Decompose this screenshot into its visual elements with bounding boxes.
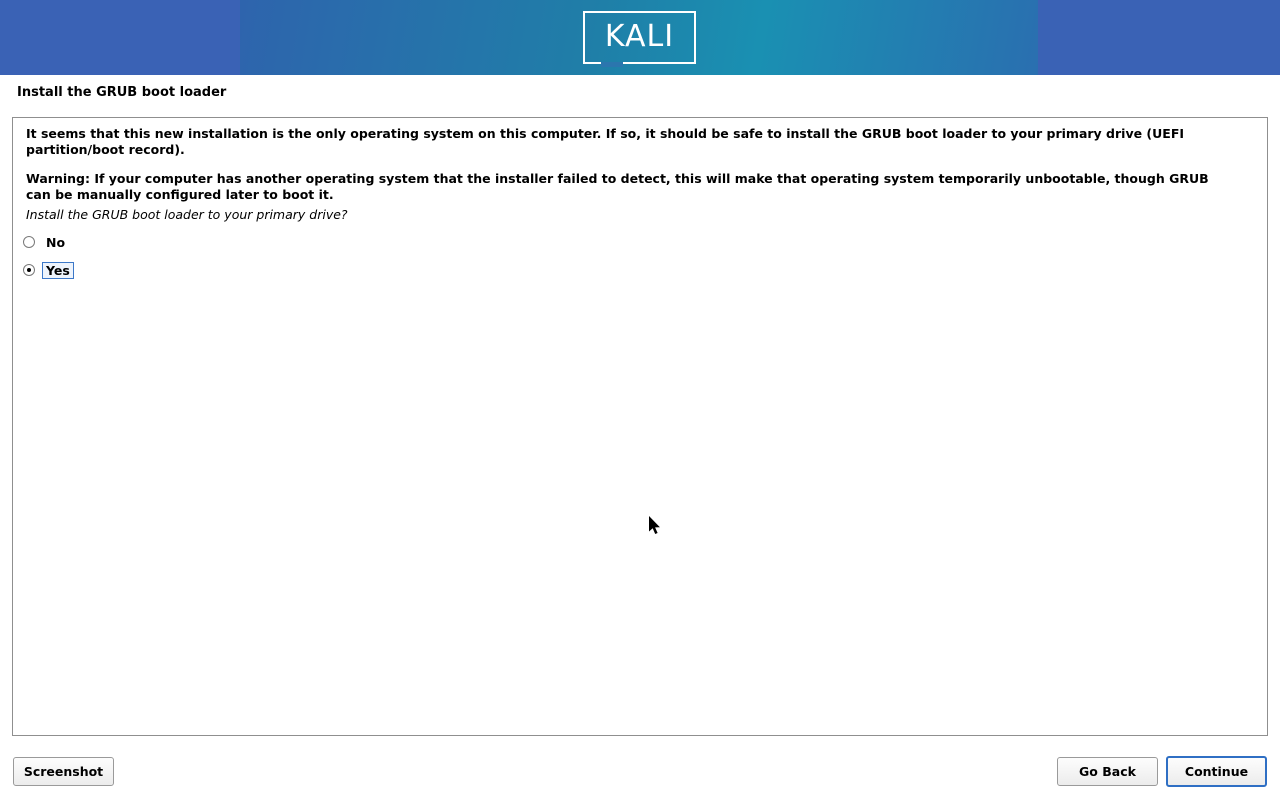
continue-button[interactable]: Continue [1166, 756, 1267, 787]
radio-option-no[interactable] [23, 232, 67, 252]
banner-left-fill [0, 0, 241, 75]
radio-label-yes[interactable]: Yes [42, 262, 74, 279]
banner-right-fill [1038, 0, 1280, 75]
go-back-button[interactable]: Go Back [1057, 757, 1158, 786]
radio-icon-yes[interactable] [23, 264, 35, 276]
content-panel [12, 117, 1268, 736]
kali-logo-text: KALI [604, 19, 675, 54]
radio-option-yes[interactable] [23, 260, 74, 280]
info-paragraph: It seems that this new installation is the only operating system on this computer. If so, it should be safe to install the GRUB boot loader to your primary drive (UEFI partition/boot record). [26, 126, 1185, 157]
kali-banner [0, 0, 1280, 75]
mouse-cursor-icon [649, 516, 661, 535]
screenshot-button[interactable]: Screenshot [13, 757, 114, 786]
question-label: Install the GRUB boot loader to your primary drive? [26, 207, 348, 222]
radio-label-no[interactable]: No [46, 234, 66, 250]
page-title: Install the GRUB boot loader [17, 85, 227, 100]
warning-paragraph: Warning: If your computer has another operating system that the installer failed to detect, this will make that operating system temporarily unbootable, though GRUB can be manually configured later to boot it. [26, 171, 1209, 202]
radio-icon-no[interactable] [23, 236, 35, 248]
